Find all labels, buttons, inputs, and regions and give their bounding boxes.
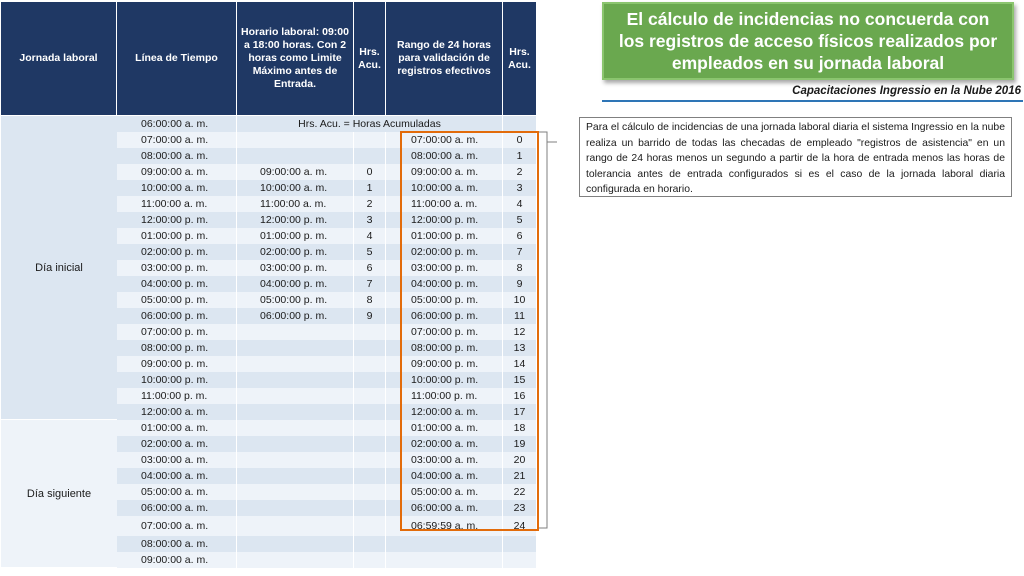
- table-row: [117, 308, 537, 324]
- horario-cell: 09:00:00 a. m.: [237, 164, 354, 180]
- rango-cell: 10:00:00 p. m.: [386, 372, 503, 388]
- timeline-cell: 07:00:00 a. m.: [117, 516, 237, 536]
- timeline-cell: 08:00:00 a. m.: [117, 148, 237, 164]
- hrs-acu-cell: [354, 516, 386, 536]
- hrs-acu-cell: 5: [354, 244, 386, 260]
- rango-cell: 12:00:00 a. m.: [386, 404, 503, 420]
- hrs-acu-cell: 8: [354, 292, 386, 308]
- horario-cell: 12:00:00 p. m.: [237, 212, 354, 228]
- rango-hrs-acu-cell: 24: [503, 516, 537, 536]
- timeline-cell: 06:00:00 a. m.: [117, 500, 237, 516]
- hrs-acu-cell: [354, 148, 386, 164]
- table-row: [117, 228, 537, 244]
- rango-hrs-acu-cell: 10: [503, 292, 537, 308]
- hrs-acu-cell: [354, 500, 386, 516]
- rango-hrs-acu-cell: 22: [503, 484, 537, 500]
- horario-cell: [237, 468, 354, 484]
- header-hrs-acu-2: Hrs. Acu.: [503, 2, 537, 115]
- hrs-acu-cell: [354, 420, 386, 436]
- table-row: [117, 372, 537, 388]
- hrs-acu-cell: [354, 436, 386, 452]
- rango-hrs-acu-cell: [503, 552, 537, 568]
- timeline-cell: 05:00:00 a. m.: [117, 484, 237, 500]
- horario-cell: [237, 148, 354, 164]
- hrs-acu-cell: [354, 452, 386, 468]
- jornada-dia-siguiente: Día siguiente: [1, 420, 117, 568]
- timeline-cell: 04:00:00 p. m.: [117, 276, 237, 292]
- table-row: [117, 116, 537, 132]
- timeline-cell: 11:00:00 p. m.: [117, 388, 237, 404]
- horario-cell: [237, 420, 354, 436]
- timeline-cell: 06:00:00 p. m.: [117, 308, 237, 324]
- rango-hrs-acu-cell: 6: [503, 228, 537, 244]
- hrs-acu-cell: 3: [354, 212, 386, 228]
- timeline-cell: 03:00:00 p. m.: [117, 260, 237, 276]
- rango-cell: 03:00:00 a. m.: [386, 452, 503, 468]
- horario-cell: 01:00:00 p. m.: [237, 228, 354, 244]
- legend-cell: Hrs. Acu. = Horas Acumuladas: [237, 116, 503, 132]
- table-row: [117, 388, 537, 404]
- header-horario: Horario laboral: 09:00 a 18:00 horas. Con 2 horas como Limite Máximo antes de Entrada.: [237, 2, 354, 115]
- range-bracket-connector: [537, 130, 559, 530]
- timeline-cell: 04:00:00 a. m.: [117, 468, 237, 484]
- table-row: [117, 292, 537, 308]
- table-row: [117, 552, 537, 568]
- horario-cell: [237, 324, 354, 340]
- header-hrs-acu-1: Hrs. Acu.: [354, 2, 386, 115]
- description-box: Para el cálculo de incidencias de una jornada laboral diaria el sistema Ingressio en la nube realiza un barrido de todas las checadas de empleado "registros de asistencia" en un rango de 24 horas menos un segundo a partir de la hora de entrada menos las horas de tolerancia antes de entrada configurados si es el caso de la jornada laboral diaria configurada en horario.: [579, 117, 1012, 197]
- rango-hrs-acu-cell: 4: [503, 196, 537, 212]
- rango-cell: 07:00:00 a. m.: [386, 132, 503, 148]
- horario-cell: [237, 484, 354, 500]
- horario-cell: [237, 452, 354, 468]
- rango-hrs-acu-cell: [503, 116, 537, 132]
- timeline-cell: 12:00:00 p. m.: [117, 212, 237, 228]
- rango-cell: 02:00:00 a. m.: [386, 436, 503, 452]
- horario-cell: 05:00:00 p. m.: [237, 292, 354, 308]
- table-row: [117, 536, 537, 552]
- hrs-acu-cell: [354, 324, 386, 340]
- hrs-acu-cell: [354, 536, 386, 552]
- table-row: [117, 148, 537, 164]
- rango-cell: 04:00:00 a. m.: [386, 468, 503, 484]
- timeline-cell: 02:00:00 p. m.: [117, 244, 237, 260]
- rango-hrs-acu-cell: 11: [503, 308, 537, 324]
- hrs-acu-cell: [354, 356, 386, 372]
- rango-hrs-acu-cell: 20: [503, 452, 537, 468]
- rango-cell: [386, 552, 503, 568]
- hrs-acu-cell: [354, 484, 386, 500]
- horario-cell: 06:00:00 p. m.: [237, 308, 354, 324]
- horario-cell: [237, 500, 354, 516]
- table-row: [117, 244, 537, 260]
- timeline-cell: 10:00:00 a. m.: [117, 180, 237, 196]
- rango-cell: 08:00:00 p. m.: [386, 340, 503, 356]
- horario-cell: [237, 536, 354, 552]
- table-row: [117, 468, 537, 484]
- timeline-cell: 02:00:00 a. m.: [117, 436, 237, 452]
- rango-cell: 05:00:00 a. m.: [386, 484, 503, 500]
- rango-cell: 10:00:00 a. m.: [386, 180, 503, 196]
- table-row: [117, 132, 537, 148]
- rango-cell: 01:00:00 p. m.: [386, 228, 503, 244]
- horario-cell: [237, 436, 354, 452]
- rango-hrs-acu-cell: 9: [503, 276, 537, 292]
- timeline-cell: 12:00:00 a. m.: [117, 404, 237, 420]
- table-row: [117, 196, 537, 212]
- rango-hrs-acu-cell: [503, 536, 537, 552]
- horario-cell: 04:00:00 p. m.: [237, 276, 354, 292]
- rango-cell: 09:00:00 p. m.: [386, 356, 503, 372]
- horario-cell: [237, 516, 354, 536]
- table-row: [117, 340, 537, 356]
- hrs-acu-cell: 6: [354, 260, 386, 276]
- horario-cell: [237, 552, 354, 568]
- table-row: [117, 324, 537, 340]
- hrs-acu-cell: 9: [354, 308, 386, 324]
- rango-hrs-acu-cell: 8: [503, 260, 537, 276]
- hrs-acu-cell: 4: [354, 228, 386, 244]
- header-rango: Rango de 24 horas para validación de registros efectivos: [386, 2, 503, 115]
- hrs-acu-cell: 1: [354, 180, 386, 196]
- rango-hrs-acu-cell: 19: [503, 436, 537, 452]
- rango-hrs-acu-cell: 14: [503, 356, 537, 372]
- table-row: [117, 404, 537, 420]
- hrs-acu-cell: [354, 132, 386, 148]
- hrs-acu-cell: [354, 372, 386, 388]
- timeline-cell: 06:00:00 a. m.: [117, 116, 237, 132]
- rango-hrs-acu-cell: 3: [503, 180, 537, 196]
- timeline-cell: 07:00:00 p. m.: [117, 324, 237, 340]
- header-jornada: Jornada laboral: [1, 2, 117, 115]
- rango-hrs-acu-cell: 23: [503, 500, 537, 516]
- horario-cell: [237, 132, 354, 148]
- timeline-cell: 07:00:00 a. m.: [117, 132, 237, 148]
- horario-cell: [237, 356, 354, 372]
- rango-hrs-acu-cell: 15: [503, 372, 537, 388]
- rango-cell: 08:00:00 a. m.: [386, 148, 503, 164]
- table-row: [117, 516, 537, 536]
- rango-cell: 06:00:00 p. m.: [386, 308, 503, 324]
- horario-cell: [237, 340, 354, 356]
- hrs-acu-cell: 2: [354, 196, 386, 212]
- hrs-acu-cell: [354, 340, 386, 356]
- rango-cell: 11:00:00 a. m.: [386, 196, 503, 212]
- table-row: [117, 420, 537, 436]
- timeline-cell: 09:00:00 a. m.: [117, 552, 237, 568]
- horario-cell: 02:00:00 p. m.: [237, 244, 354, 260]
- rango-cell: 06:59:59 a. m.: [386, 516, 503, 536]
- timeline-cell: 10:00:00 p. m.: [117, 372, 237, 388]
- rango-hrs-acu-cell: 1: [503, 148, 537, 164]
- rango-hrs-acu-cell: 18: [503, 420, 537, 436]
- rango-hrs-acu-cell: 21: [503, 468, 537, 484]
- timeline-cell: 09:00:00 a. m.: [117, 164, 237, 180]
- timeline-cell: 01:00:00 p. m.: [117, 228, 237, 244]
- rango-cell: 04:00:00 p. m.: [386, 276, 503, 292]
- timeline-cell: 05:00:00 p. m.: [117, 292, 237, 308]
- timeline-cell: 01:00:00 a. m.: [117, 420, 237, 436]
- jornada-dia-inicial: Día inicial: [1, 116, 117, 420]
- hrs-acu-cell: [354, 388, 386, 404]
- rango-hrs-acu-cell: 13: [503, 340, 537, 356]
- rango-cell: 02:00:00 p. m.: [386, 244, 503, 260]
- rango-hrs-acu-cell: 16: [503, 388, 537, 404]
- rango-hrs-acu-cell: 7: [503, 244, 537, 260]
- rango-hrs-acu-cell: 12: [503, 324, 537, 340]
- table-row: [117, 500, 537, 516]
- table-row: [117, 212, 537, 228]
- timeline-cell: 11:00:00 a. m.: [117, 196, 237, 212]
- horario-cell: 03:00:00 p. m.: [237, 260, 354, 276]
- table-row: [117, 452, 537, 468]
- rango-cell: 01:00:00 a. m.: [386, 420, 503, 436]
- rango-hrs-acu-cell: 17: [503, 404, 537, 420]
- horario-cell: [237, 404, 354, 420]
- hrs-acu-cell: 0: [354, 164, 386, 180]
- rango-cell: [386, 536, 503, 552]
- rango-hrs-acu-cell: 5: [503, 212, 537, 228]
- table-row: [117, 260, 537, 276]
- hrs-acu-cell: 7: [354, 276, 386, 292]
- rango-cell: 03:00:00 p. m.: [386, 260, 503, 276]
- horario-cell: [237, 372, 354, 388]
- header-linea-tiempo: Línea de Tiempo: [117, 2, 237, 115]
- hrs-acu-cell: [354, 468, 386, 484]
- timeline-cell: 08:00:00 a. m.: [117, 536, 237, 552]
- hrs-acu-cell: [354, 404, 386, 420]
- rango-cell: 07:00:00 p. m.: [386, 324, 503, 340]
- slide-title: El cálculo de incidencias no concuerda con los registros de acceso físicos realizados por empleados en su jornada laboral: [602, 2, 1014, 80]
- rango-cell: 09:00:00 a. m.: [386, 164, 503, 180]
- timeline-cell: 08:00:00 p. m.: [117, 340, 237, 356]
- table-row: [117, 436, 537, 452]
- table-row: [117, 180, 537, 196]
- rango-hrs-acu-cell: 2: [503, 164, 537, 180]
- hrs-acu-cell: [354, 552, 386, 568]
- table-row: [117, 164, 537, 180]
- horario-cell: 11:00:00 a. m.: [237, 196, 354, 212]
- rango-cell: 06:00:00 a. m.: [386, 500, 503, 516]
- table-row: [117, 356, 537, 372]
- table-row: [117, 484, 537, 500]
- horario-cell: 10:00:00 a. m.: [237, 180, 354, 196]
- rango-hrs-acu-cell: 0: [503, 132, 537, 148]
- slide-subtitle: Capacitaciones Ingressio en la Nube 2016: [602, 82, 1023, 102]
- rango-cell: 11:00:00 p. m.: [386, 388, 503, 404]
- table-row: [117, 276, 537, 292]
- horario-cell: [237, 388, 354, 404]
- rango-cell: 12:00:00 p. m.: [386, 212, 503, 228]
- rango-cell: 05:00:00 p. m.: [386, 292, 503, 308]
- timeline-cell: 09:00:00 p. m.: [117, 356, 237, 372]
- timeline-cell: 03:00:00 a. m.: [117, 452, 237, 468]
